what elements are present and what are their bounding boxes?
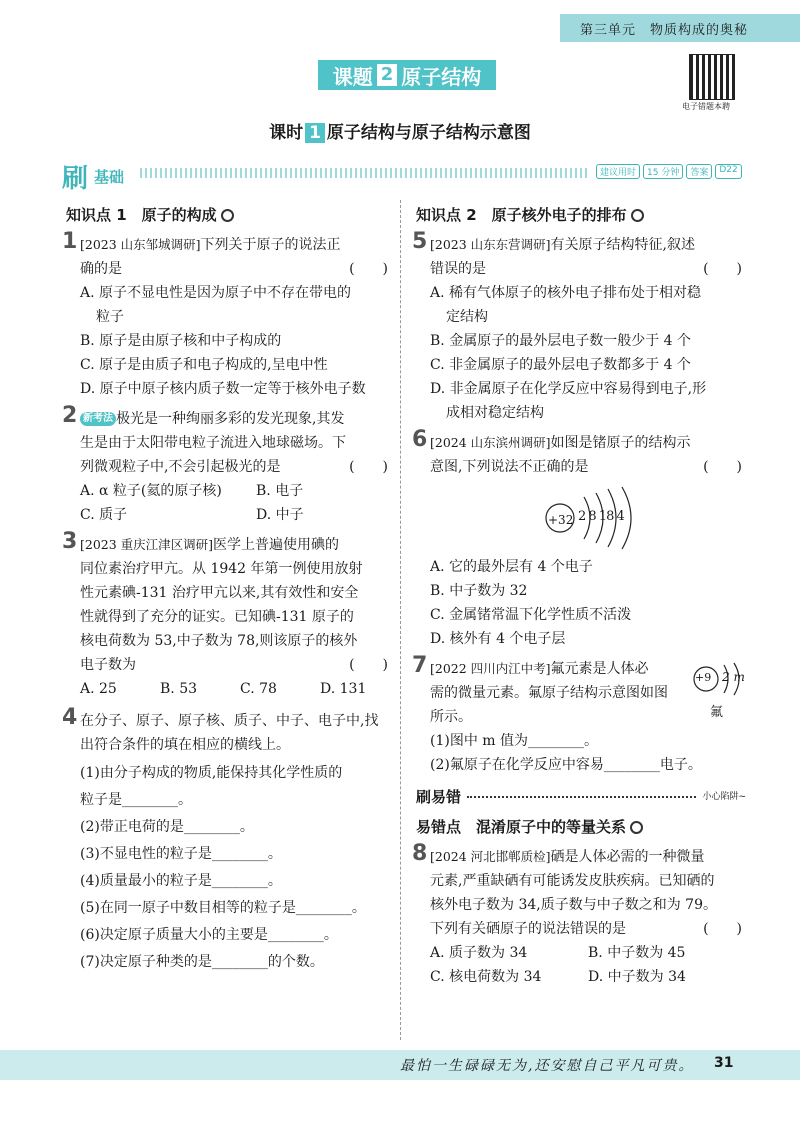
option-c[interactable]: C. 78 xyxy=(240,681,277,697)
sub-question-6[interactable]: (6)决定原子质量大小的主要是________。 xyxy=(80,927,338,943)
target-icon xyxy=(631,209,644,222)
question-stem: 元素,严重缺硒有可能诱发皮肤疾病。已知硒的 xyxy=(430,873,715,889)
question-stem: 医学上普遍使用碘的 xyxy=(213,537,340,553)
option-d[interactable]: D. 非金属原子在化学反应中容易得到电子,形 xyxy=(430,381,707,397)
column-divider xyxy=(400,200,401,1040)
option-b[interactable]: B. 53 xyxy=(160,681,198,697)
section-2-line xyxy=(467,796,696,798)
answer-paren[interactable]: ( ) xyxy=(703,921,742,937)
question-3 xyxy=(62,529,392,557)
error-point xyxy=(416,815,746,839)
sub-question-3[interactable]: (3)不显电性的粒子是________。 xyxy=(80,846,282,862)
question-stem: 出符合条件的填在相应的横线上。 xyxy=(80,737,290,753)
target-icon xyxy=(630,821,643,834)
question-stem: 在分子、原子、原子核、质子、中子、电子中,找 xyxy=(80,713,379,729)
kp1-label: 知识点 1 原子的构成 xyxy=(66,206,217,224)
question-source: [2022 四川内江中考] xyxy=(430,661,551,676)
option-d[interactable]: D. 原子中原子核内质子数一定等于核外电子数 xyxy=(80,381,366,397)
question-stem: 所示。 xyxy=(430,709,472,725)
question-number: 1 xyxy=(62,229,78,254)
question-stem: 确的是 xyxy=(80,261,122,277)
page-number: 31 xyxy=(714,1055,734,1071)
question-stem: 性元素碘-131 治疗甲亢以来,其有效性和安全 xyxy=(80,585,359,601)
qr-label: 电子错题本聘 xyxy=(682,102,730,111)
question-stem: 如图是锗原子的结构示 xyxy=(550,435,691,451)
option-c[interactable]: C. 金属锗常温下化学性质不活泼 xyxy=(430,607,632,623)
error-point-label: 易错点 混淆原子中的等量关系 xyxy=(416,818,627,836)
options-row xyxy=(416,941,746,965)
answer-paren[interactable]: ( ) xyxy=(703,459,742,475)
option-d[interactable]: D. 131 xyxy=(320,681,367,697)
sub-question-5[interactable]: (5)在同一原子中数目相等的粒子是________。 xyxy=(80,900,366,916)
question-stem: 性就得到了充分的证实。已知碘-131 原子的 xyxy=(80,609,354,625)
lesson-num: 1 xyxy=(305,123,325,143)
lesson-prefix: 课时 xyxy=(269,123,304,143)
question-number: 5 xyxy=(412,229,428,254)
time-label: 建议用时 xyxy=(596,164,640,179)
option-d[interactable]: D. 中子 xyxy=(256,507,304,523)
question-5-line2 xyxy=(416,257,746,281)
topic-title xyxy=(318,60,496,90)
left-column xyxy=(62,203,392,976)
question-8 xyxy=(412,841,746,869)
question-6 xyxy=(412,427,746,455)
question-source: [2023 重庆江津区调研] xyxy=(80,537,214,552)
element-name: 氟 xyxy=(710,705,724,720)
fluorine-diagram xyxy=(692,657,752,727)
lesson-name: 原子结构与原子结构示意图 xyxy=(326,123,531,143)
answer-paren[interactable]: ( ) xyxy=(349,261,388,277)
answer-paren[interactable]: ( ) xyxy=(349,657,388,673)
question-number: 4 xyxy=(62,705,78,730)
question-4 xyxy=(62,705,392,733)
option-b[interactable]: B. 原子是由原子核和中子构成的 xyxy=(80,333,282,349)
knowledge-point-2 xyxy=(416,203,746,227)
option-a[interactable]: A. 它的最外层有 4 个电子 xyxy=(430,559,593,575)
question-stem: 生是由于太阳带电粒子流进入地球磁场。下 xyxy=(80,435,346,451)
option-a-cont: 粒子 xyxy=(96,309,124,325)
question-stem: 电子数为 xyxy=(80,657,136,673)
option-b[interactable]: B. 中子数为 32 xyxy=(430,583,528,599)
question-source: [2024 河北邯郸质检] xyxy=(430,849,551,864)
topic-name: 原子结构 xyxy=(401,64,482,89)
right-column xyxy=(412,203,746,989)
option-a[interactable]: A. 原子不显电性是因为原子中不存在带电的 xyxy=(80,285,352,301)
option-d[interactable]: D. 中子数为 34 xyxy=(588,969,686,985)
sub-question-1: (1)由分子构成的物质,能保持其化学性质的 xyxy=(80,765,343,781)
option-a[interactable]: A. 质子数为 34 xyxy=(430,945,528,961)
question-number: 6 xyxy=(412,427,428,452)
option-c[interactable]: C. 非金属原子的最外层电子数都多于 4 个 xyxy=(430,357,691,373)
question-stem: 下列关于原子的说法正 xyxy=(200,237,341,253)
option-a-cont: 定结构 xyxy=(446,309,488,325)
answer-paren[interactable]: ( ) xyxy=(703,261,742,277)
question-3-line6 xyxy=(66,653,392,677)
new-method-badge: 新考法 xyxy=(80,412,116,426)
section-name: 基础 xyxy=(94,168,125,186)
target-icon xyxy=(221,209,234,222)
unit-title: 第三单元 物质构成的奥秘 xyxy=(580,23,749,38)
question-2-line3 xyxy=(66,455,392,479)
question-source: [2023 山东东营调研] xyxy=(430,237,551,252)
question-1-line2 xyxy=(66,257,392,281)
question-6-line2 xyxy=(416,455,746,479)
options-row xyxy=(66,479,392,503)
question-5 xyxy=(412,229,746,257)
option-b[interactable]: B. 金属原子的最外层电子数一般少于 4 个 xyxy=(430,333,691,349)
question-stem: 意图,下列说法不正确的是 xyxy=(430,459,589,475)
answer-page: D22 xyxy=(715,164,741,179)
question-stem: 同位素治疗甲亢。从 1942 年第一例使用放射 xyxy=(80,561,363,577)
topic-num: 2 xyxy=(377,64,398,86)
question-number: 8 xyxy=(412,841,428,866)
option-a[interactable]: A. 稀有气体原子的核外电子排布处于相对稳 xyxy=(430,285,702,301)
nucleus-charge: +9 xyxy=(695,671,712,684)
question-stem: 列微观粒子中,不会引起极光的是 xyxy=(80,459,281,475)
topic-prefix: 课题 xyxy=(332,64,373,89)
question-stem: 核电荷数为 53,中子数为 78,则该原子的核外 xyxy=(80,633,358,649)
question-7-block xyxy=(412,653,746,729)
section-logo: 刷 xyxy=(62,164,89,194)
question-8-line4 xyxy=(416,917,746,941)
knowledge-point-1 xyxy=(66,203,392,227)
question-stem: 下列有关硒原子的说法错误的是 xyxy=(430,921,626,937)
option-a[interactable]: A. α 粒子(氦的原子核) xyxy=(80,483,222,499)
option-d[interactable]: D. 核外有 4 个电子层 xyxy=(430,631,566,647)
option-b[interactable]: B. 中子数为 45 xyxy=(588,945,686,961)
option-c[interactable]: C. 质子 xyxy=(80,507,128,523)
question-stem: 需的微量元素。氟原子结构示意图如图 xyxy=(430,685,668,701)
question-number: 3 xyxy=(62,529,78,554)
question-stem: 核外电子数为 34,质子数与中子数之和为 79。 xyxy=(430,897,717,913)
footer-motto: 最怕一生碌碌无为,还安慰自己平凡可贵。 xyxy=(400,1058,695,1074)
question-stem: 氟元素是人体必 xyxy=(550,661,649,677)
question-stem: 硒是人体必需的一种微量 xyxy=(550,849,705,865)
option-a[interactable]: A. 25 xyxy=(80,681,117,697)
error-section-header xyxy=(416,785,746,809)
sub-question-1-blank[interactable]: 粒子是________。 xyxy=(80,792,192,808)
question-stem: 极光是一种绚丽多彩的发光现象,其发 xyxy=(116,411,345,427)
sub-question-1[interactable]: (1)图中 m 值为________。 xyxy=(430,733,599,749)
option-d-cont: 成相对稳定结构 xyxy=(446,405,544,421)
answer-paren[interactable]: ( ) xyxy=(349,459,388,475)
question-1 xyxy=(62,229,392,257)
options-row xyxy=(66,503,392,527)
sub-question-7[interactable]: (7)决定原子种类的是________的个数。 xyxy=(80,954,324,970)
time-value: 15 分钟 xyxy=(643,164,683,179)
question-source: [2023 山东邹城调研] xyxy=(80,237,201,252)
option-c[interactable]: C. 核电荷数为 34 xyxy=(430,969,542,985)
sub-question-2[interactable]: (2)带正电荷的是________。 xyxy=(80,819,254,835)
option-c[interactable]: C. 原子是由质子和电子构成的,呈电中性 xyxy=(80,357,328,373)
question-stem: 有关原子结构特征,叙述 xyxy=(550,237,695,253)
section-dots xyxy=(140,168,590,178)
shell-electrons: 2 8 18 4 xyxy=(578,509,624,524)
sub-question-2[interactable]: (2)氟原子在化学反应中容易________电子。 xyxy=(430,757,702,773)
question-number: 2 xyxy=(62,403,78,428)
shell-electrons: 2 m xyxy=(722,670,745,684)
section-2-note: 小心陷阱~ xyxy=(702,792,746,802)
option-b[interactable]: B. 电子 xyxy=(256,483,304,499)
question-stem: 错误的是 xyxy=(430,261,486,277)
options-row xyxy=(416,965,746,989)
question-number: 7 xyxy=(412,653,428,678)
answer-label: 答案 xyxy=(686,164,712,179)
section-2-title: 刷易错 xyxy=(416,788,462,806)
nucleus-charge: +32 xyxy=(548,513,574,527)
question-2 xyxy=(62,403,392,431)
question-source: [2024 山东滨州调研] xyxy=(430,435,551,450)
germanium-diagram xyxy=(416,479,746,555)
sub-question-4[interactable]: (4)质量最小的粒子是________。 xyxy=(80,873,282,889)
options-row xyxy=(66,677,392,701)
qr-code-icon[interactable] xyxy=(689,54,735,100)
section-tags xyxy=(596,164,742,179)
kp2-label: 知识点 2 原子核外电子的排布 xyxy=(416,206,627,224)
lesson-title xyxy=(0,118,800,143)
